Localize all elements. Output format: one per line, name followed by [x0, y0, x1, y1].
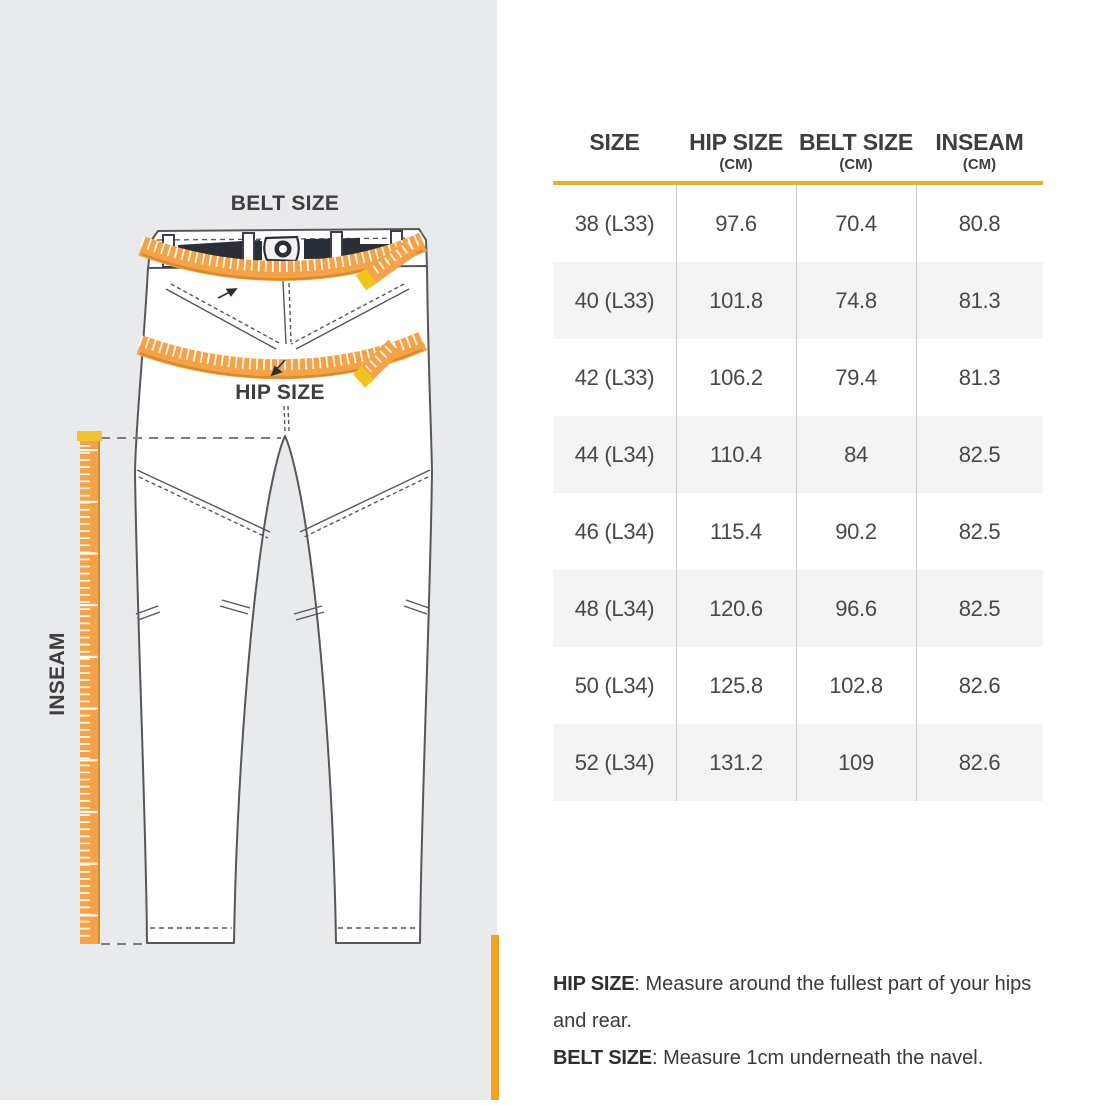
hip-size-diagram-label: HIP SIZE: [235, 381, 325, 404]
cell-belt: 90.2: [835, 518, 877, 544]
cell-size: 44 (L34): [574, 441, 655, 467]
cell-hip: 115.4: [710, 518, 762, 544]
table-row: [553, 339, 1043, 416]
table-row: [553, 493, 1043, 570]
cell-size: 40 (L33): [574, 287, 655, 313]
measurement-notes: [553, 966, 1063, 1077]
cell-size: 48 (L34): [574, 595, 655, 621]
belt-size-note-label: BELT SIZE: [553, 1047, 652, 1069]
cell-inseam: 81.3: [958, 364, 1001, 390]
cell-hip: 106.2: [709, 364, 763, 390]
table-row: [553, 724, 1043, 801]
cell-inseam: 82.5: [958, 441, 1001, 467]
accent-bar: [491, 935, 499, 1100]
inseam-diagram-label: INSEAM: [46, 632, 69, 716]
cell-hip: 101.8: [709, 287, 763, 313]
cell-size: 50 (L34): [574, 672, 655, 698]
cell-belt: 96.6: [835, 595, 877, 621]
belt-size-note: [553, 1040, 1063, 1077]
table-header-row: [553, 129, 1043, 174]
cell-size: 46 (L34): [574, 518, 655, 544]
pants-diagram: [0, 0, 497, 1100]
table-row: [553, 185, 1043, 262]
cell-belt: 84: [844, 441, 868, 467]
cell-belt: 79.4: [835, 364, 877, 390]
hip-size-note: [553, 966, 1063, 1040]
column-header-size: SIZE: [589, 129, 640, 155]
inseam-measuring-tape: [77, 431, 102, 944]
column-divider: [796, 185, 797, 801]
table-row: [553, 262, 1043, 339]
cell-hip: 125.8: [709, 672, 763, 698]
table-body: [553, 185, 1043, 801]
cell-belt: 70.4: [835, 210, 877, 236]
cell-inseam: 80.8: [958, 210, 1001, 236]
cell-inseam: 82.6: [958, 749, 1001, 775]
cell-inseam: 82.5: [958, 518, 1001, 544]
size-chart-table: [553, 129, 1043, 801]
belt-size-note-text: : Measure 1cm underneath the navel.: [651, 1047, 984, 1069]
hip-size-note-text: : Measure around the fullest part of your hips and rear.: [553, 973, 1032, 1032]
diagram-panel: [0, 0, 497, 1100]
cell-belt: 109: [838, 749, 874, 775]
table-row: [553, 570, 1043, 647]
belt-size-diagram-label: BELT SIZE: [230, 192, 340, 215]
cell-belt: 102.8: [829, 672, 883, 698]
cell-hip: 120.6: [709, 595, 763, 621]
table-row: [553, 416, 1043, 493]
cell-belt: 74.8: [835, 287, 877, 313]
table-row: [553, 647, 1043, 724]
cell-size: 52 (L34): [574, 749, 655, 775]
cell-inseam: 82.6: [958, 672, 1001, 698]
cell-inseam: 82.5: [958, 595, 1001, 621]
cell-inseam: 81.3: [958, 287, 1001, 313]
cell-hip: 131.2: [709, 749, 763, 775]
column-divider: [916, 185, 917, 801]
column-divider: [676, 185, 677, 801]
cell-size: 38 (L33): [574, 210, 655, 236]
cell-hip: 97.6: [715, 210, 757, 236]
cell-hip: 110.4: [710, 441, 762, 467]
column-header-belt-size: BELT SIZE (CM): [798, 129, 914, 173]
hip-size-note-label: HIP SIZE: [553, 973, 635, 995]
column-header-inseam: INSEAM (CM): [935, 129, 1024, 173]
cell-size: 42 (L33): [574, 364, 655, 390]
column-header-hip-size: HIP SIZE (CM): [689, 129, 783, 173]
